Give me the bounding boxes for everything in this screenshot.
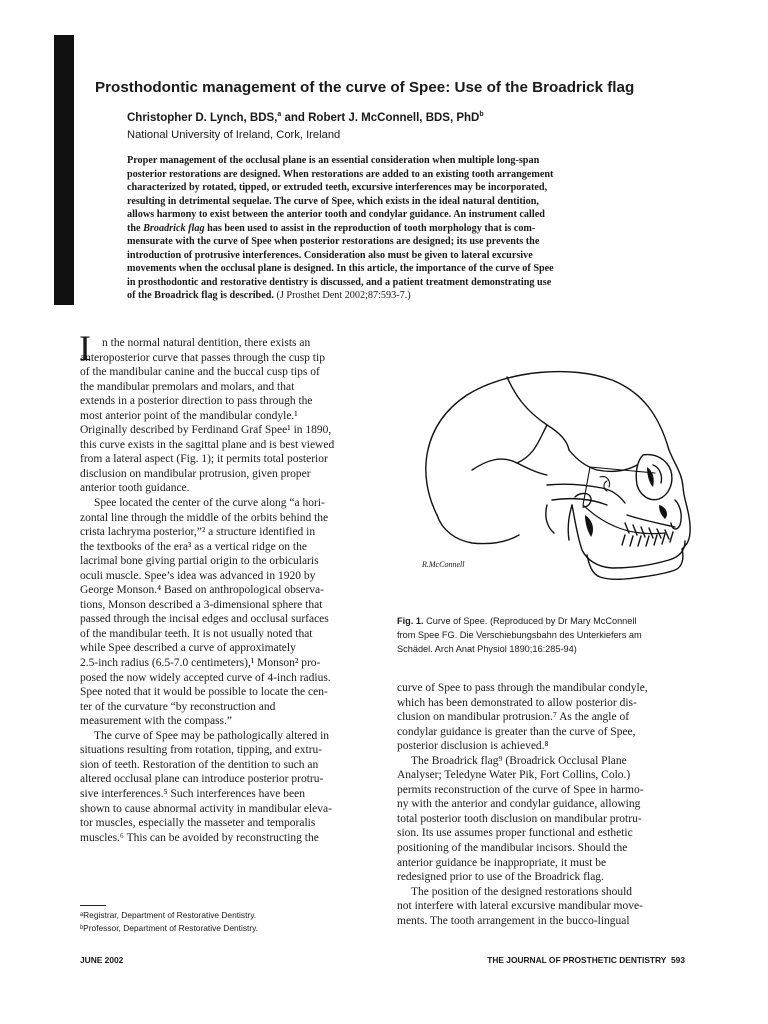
footer-journal <box>487 955 685 965</box>
body-line: sion of teeth. Restoration of the dentition to such an <box>80 758 319 771</box>
article-title: Prosthodontic management of the curve of Spee: Use of the Broadrick flag <box>95 79 635 96</box>
body-line: situations resulting from rotation, tipping, and extru- <box>80 744 323 757</box>
body-line: this curve exists in the sagittal plane and is best viewed <box>80 438 335 451</box>
page-number: 593 <box>671 955 685 965</box>
author-1: Christopher D. Lynch, BDS, <box>127 112 278 124</box>
body-line: George Monson.⁴ Based on anthropological observa- <box>80 584 324 597</box>
abstract-line: the Broadrick flag has been used to assist in the reproduction of tooth morphology that is com- <box>127 222 536 234</box>
skull-drawing <box>397 355 707 587</box>
abstract-line: posterior restorations are designed. When restorations are added to an existing tooth arrangement <box>127 168 554 180</box>
abstract-line: Proper management of the occlusal plane is an essential consideration when multiple long-span <box>127 155 540 166</box>
body-line: anteroposterior curve that passes through the cusp tip <box>80 351 325 364</box>
abstract-line: allows harmony to exist between the anterior tooth and condylar guidance. An instrument called <box>127 209 545 221</box>
caption-text: Curve of Spee. (Reproduced by Dr Mary McConnell <box>426 616 637 626</box>
body-line: positioning of the mandibular incisors. Should the <box>397 842 628 855</box>
abstract-line-last <box>127 289 637 303</box>
author-2: Robert J. McConnell, BDS, PhD <box>308 112 480 124</box>
body-line: The Broadrick flag⁹ (Broadrick Occlusal Plane <box>411 754 627 767</box>
body-text: n the normal natural dentition, there exists an <box>102 337 311 349</box>
body-line: of the mandibular teeth. It is not usually noted that <box>80 627 313 640</box>
abstract-line: introduction of protrusive interferences. Consideration also must be given to lateral excursive <box>127 249 533 261</box>
body-line: curve of Spee to pass through the mandibular condyle, <box>397 682 648 694</box>
body-line: of the mandibular canine and the buccal cusp tips of <box>80 366 320 379</box>
abstract-line: characterized by rotated, tipped, or extruded teeth, excursive interferences may be incorporated, <box>127 182 548 194</box>
footnotes <box>80 909 258 935</box>
body-line: measurement with the compass.” <box>80 715 233 728</box>
margin-black-bar <box>54 35 74 305</box>
body-line: tions, Monson described a 3-dimensional sphere that <box>80 598 323 611</box>
body-line: ments. The tooth arrangement in the bucco-lingual <box>397 914 630 927</box>
abstract-line: in prosthodontic and restorative dentistry is discussed, and a patient treatment demonstrating use <box>127 276 552 288</box>
body-line: sion. Its use assumes proper functional and esthetic <box>397 827 633 840</box>
caption-line: Schädel. Arch Anat Physiol 1890;16:285-94) <box>397 644 577 654</box>
body-line: 2.5-inch radius (6.5-7.0 centimeters),¹ Monson² pro- <box>80 657 321 670</box>
abstract-line: mensurate with the curve of Spee when posterior restorations are designed; its use prevents the <box>127 236 540 248</box>
footnote-a: ᵃRegistrar, Department of Restorative Dentistry. <box>80 910 257 920</box>
body-line: Analyser; Teledyne Water Pik, Fort Collins, Colo.) <box>397 769 631 782</box>
body-line: clusion on mandibular protrusion.⁷ As the angle of <box>397 711 630 724</box>
abstract-text: of the Broadrick flag is described. <box>127 290 274 302</box>
body-line: which has been demonstrated to allow posterior dis- <box>397 696 637 709</box>
body-line: posed the now widely accepted curve of 4-inch radius. <box>80 671 331 684</box>
body-line: Originally described by Ferdinand Graf Spee¹ in 1890, <box>80 424 332 437</box>
caption-label: Fig. 1. <box>397 616 424 626</box>
author-line <box>127 112 484 124</box>
illustrator-signature: R.McConnell <box>422 560 465 569</box>
body-line: oculi muscle. Spee’s idea was advanced in 1920 by <box>80 569 316 582</box>
body-line: from a lateral aspect (Fig. 1); it permits total posterior <box>80 453 328 466</box>
figure-caption <box>397 614 697 656</box>
body-line: ter of the curvature “by reconstruction and <box>80 700 276 713</box>
body-line: redesigned prior to use of the Broadrick flag. <box>397 871 604 884</box>
body-line: permits reconstruction of the curve of Spee in harmo- <box>397 783 644 796</box>
body-line: The curve of Spee may be pathologically altered in <box>94 729 330 742</box>
body-line: disclusion on mandibular protrusion, given proper <box>80 467 311 480</box>
body-line: posterior disclusion is achieved.⁸ <box>397 740 549 753</box>
abstract-line: movements when the occlusal plane is designed. In this article, the importance of the curve of Spee <box>127 263 554 275</box>
abstract-emphasis: Broadrick flag <box>143 222 205 234</box>
body-column-left <box>79 328 372 845</box>
abstract <box>127 154 637 303</box>
affiliation: National University of Ireland, Cork, Ireland <box>127 129 341 141</box>
footer-date: JUNE 2002 <box>80 955 124 965</box>
abstract-citation: (J Prosthet Dent 2002;87:593-7.) <box>276 290 411 302</box>
body-line: anterior tooth guidance. <box>80 482 190 495</box>
footnote-b: ᵇProfessor, Department of Restorative Dentistry. <box>80 923 259 933</box>
body-line: anterior guidance be inappropriate, it must be <box>397 856 607 869</box>
body-line: altered occlusal plane can introduce posterior protru- <box>80 773 324 786</box>
body-line: shown to cause abnormal activity in mandibular eleva- <box>80 802 332 815</box>
caption-line: from Spee FG. Die Verschiebungsbahn des Unterkiefers am <box>397 630 642 640</box>
abstract-line: resulting in detrimental sequelae. The curve of Spee, which exists in the ideal natural dentition, <box>127 195 539 207</box>
body-line: muscles.⁶ This can be avoided by reconstructing the <box>80 831 319 844</box>
body-line: the textbooks of the era³ as a vertical ridge on the <box>80 540 307 553</box>
journal-name: THE JOURNAL OF PROSTHETIC DENTISTRY <box>487 955 667 965</box>
body-line: the mandibular premolars and molars, and that <box>80 380 295 393</box>
body-column-right <box>397 681 687 928</box>
body-line: tor muscles, especially the masseter and temporalis <box>80 817 316 830</box>
drop-cap: I <box>79 328 91 368</box>
author-1-mark: a <box>277 111 282 119</box>
body-line: lacrimal bone giving partial origin to the orbicularis <box>80 555 319 568</box>
author-2-mark: b <box>479 111 484 119</box>
footnote-divider <box>80 905 106 906</box>
body-line: crista lachryma posterior,”² a structure identified in <box>80 526 316 539</box>
body-line: most anterior point of the mandibular condyle.¹ <box>80 409 298 422</box>
body-line: ny with the anterior and condylar guidance, allowing <box>397 798 641 811</box>
body-line: zontal line through the middle of the orbits behind the <box>80 511 329 524</box>
author-conjunction: and <box>281 112 309 124</box>
body-line: The position of the designed restorations should <box>411 885 633 898</box>
body-line: Spee noted that it would be possible to locate the cen- <box>80 686 328 699</box>
figure-skull-illustration <box>397 355 707 587</box>
body-line: condylar guidance is greater than the curve of Spee, <box>397 725 636 738</box>
body-line: passed through the incisal edges and occlusal surfaces <box>80 613 329 626</box>
caption-line-first <box>397 614 697 628</box>
body-line: total posterior tooth disclusion on mandibular protru- <box>397 812 642 825</box>
body-line: not interfere with lateral excursive mandibular move- <box>397 900 643 913</box>
body-line: extends in a posterior direction to pass through the <box>80 395 313 408</box>
body-line: Spee located the center of the curve along “a hori- <box>94 497 325 510</box>
body-line: sive interferences.⁵ Such interferences have been <box>80 787 305 800</box>
body-line: while Spee described a curve of approximately <box>80 642 296 655</box>
